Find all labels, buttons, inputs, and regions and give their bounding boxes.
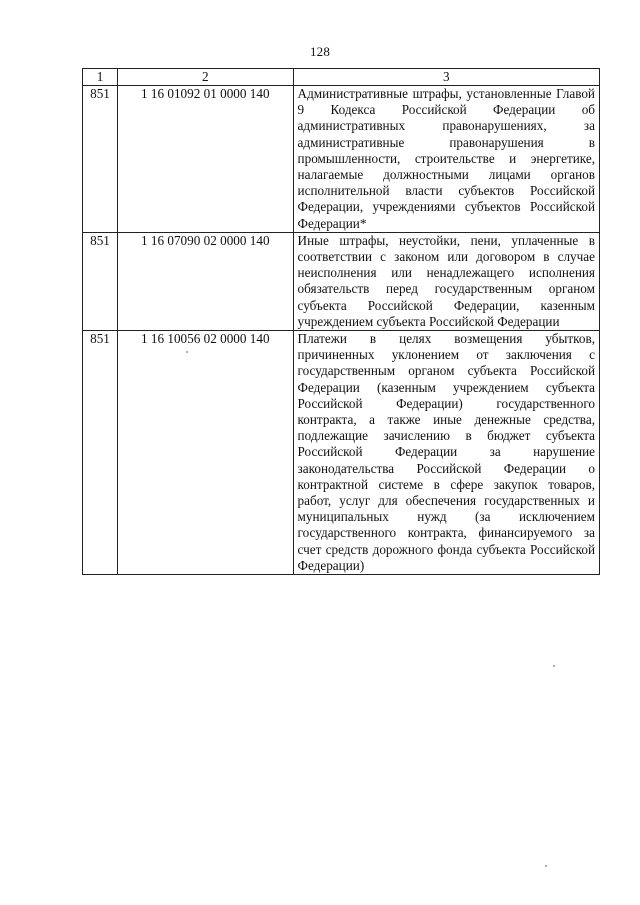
admin-code-cell: 851: [83, 86, 118, 233]
scan-speck: [553, 665, 555, 667]
admin-code-cell: 851: [83, 232, 118, 330]
admin-code-cell: 851: [83, 331, 118, 575]
revenue-code-cell: 1 16 07090 02 0000 140: [117, 232, 293, 330]
revenue-code-cell: 1 16 10056 02 0000 140: [117, 331, 293, 575]
table-header-row: [83, 69, 600, 86]
table-row: [83, 232, 600, 330]
table-row: [83, 331, 600, 575]
description-cell: Административные штрафы, установленные Главой 9 Кодекса Российской Федерации об административных правонарушениях, за административные правонарушения в промышленности, строительстве и энергетике, налагаемые должностными лицами органов исполнительной власти субъектов Российской Федерации, учреждениями субъектов Российской Федерации*: [293, 86, 599, 233]
scan-speck: [186, 351, 188, 353]
column-header-3: 3: [293, 69, 599, 86]
revenue-code-table: [82, 68, 600, 575]
column-header-2: 2: [117, 69, 293, 86]
revenue-code-cell: 1 16 01092 01 0000 140: [117, 86, 293, 233]
scan-speck: [545, 865, 547, 867]
column-header-1: 1: [83, 69, 118, 86]
description-cell: Иные штрафы, неустойки, пени, уплаченные в соответствии с законом или договором в случае неисполнения или ненадлежащего исполнения обязательств перед государственным органом субъекта Российской Федерации, казенным учреждением субъекта Российской Федерации: [293, 232, 599, 330]
page-number: 128: [309, 44, 331, 59]
description-cell: Платежи в целях возмещения убытков, причиненных уклонением от заключения с государственным органом субъекта Российской Федерации (казенным учреждением субъекта Российской Федерации) государственного контракта, а также иные денежные средства, подлежащие зачислению в бюджет субъекта Российской Федерации за нарушение законодательства Российской Федерации о контрактной системе в сфере закупок товаров, работ, услуг для обеспечения государственных и муниципальных нужд (за исключением государственного контракта, финансируемого за счет средств дорожного фонда субъекта Российской Федерации): [293, 331, 599, 575]
table-row: [83, 86, 600, 233]
